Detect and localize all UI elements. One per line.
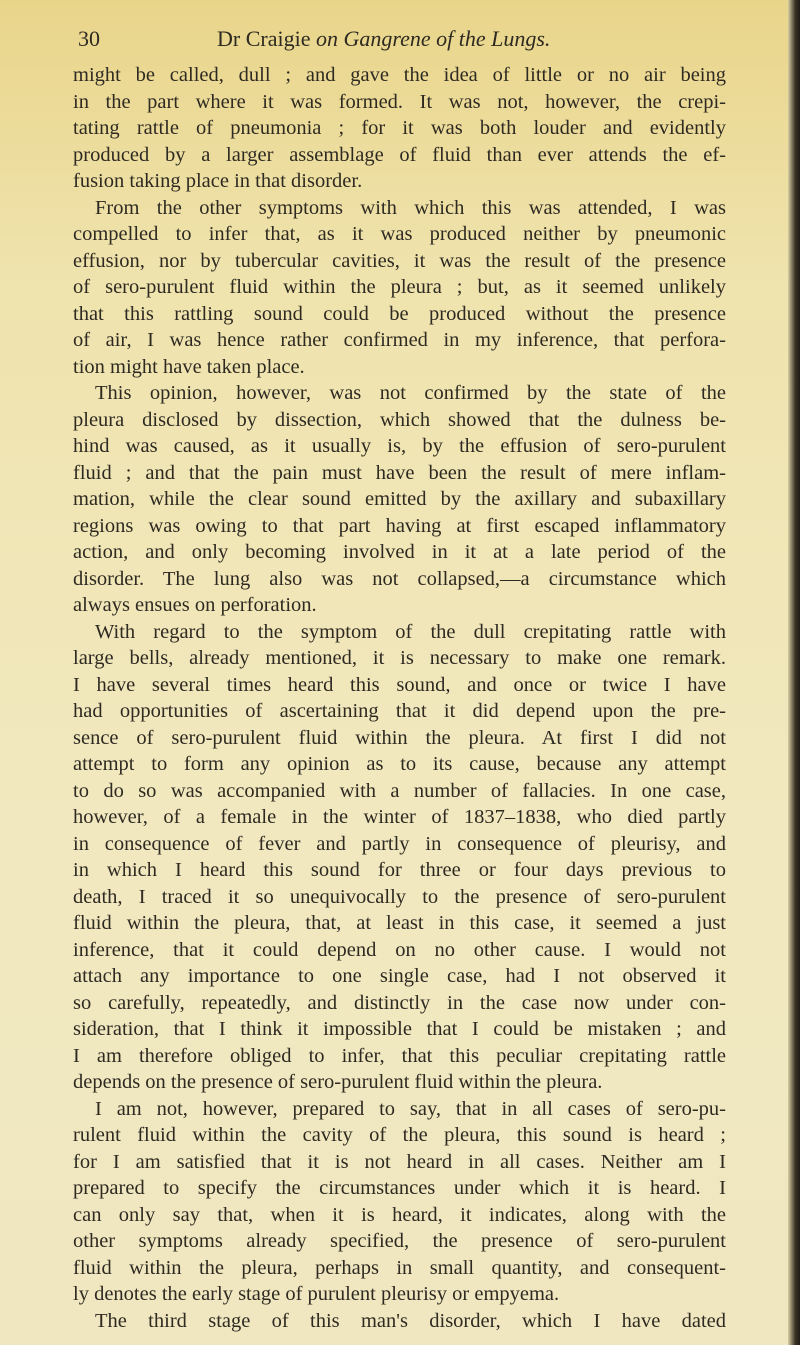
text-line: in consequence of fever and partly in consequence of pleurisy, and [73, 832, 726, 855]
text-line: This opinion, however, was not confirmed by the state of the [95, 382, 726, 404]
text-line: other symptoms already specified, the presence of sero-purulent [73, 1230, 726, 1252]
text-line: fluid ; and that the pain must have been the result of mere inflam- [73, 461, 726, 484]
text-line: I am not, however, prepared to say, that in all cases of sero-pu- [95, 1097, 726, 1120]
running-title-subject: on Gangrene of the Lungs. [315, 26, 551, 51]
text-line: mation, while the clear sound emitted by the axillary and subaxillary [73, 488, 726, 510]
text-line: inference, that it could depend on no other cause. I would not [73, 938, 726, 961]
text-line: I am therefore obliged to infer, that this peculiar crepitating rattle [73, 1044, 726, 1067]
text-line: From the other symptoms with which this was attended, I was [95, 196, 726, 219]
text-line: fluid within the pleura, that, at least in this case, it seemed a just [73, 912, 726, 934]
text-line: attempt to form any opinion as to its cause, because any attempt [73, 753, 726, 775]
text-line: that this rattling sound could be produced without the presence [73, 302, 726, 325]
page-edge-shadow [788, 0, 800, 1345]
text-line: compelled to infer that, as it was produced neither by pneumonic [73, 223, 726, 245]
text-line: of sero-purulent fluid within the pleura ; but, as it seemed unlikely [73, 276, 726, 298]
text-line: prepared to specify the circumstances under which it is heard. I [73, 1177, 726, 1199]
running-title-author: Dr Craigie [217, 26, 311, 51]
running-title [217, 26, 550, 52]
text-line: fluid within the pleura, perhaps in small quantity, and consequent- [73, 1256, 726, 1279]
text-line: in which I heard this sound for three or four days previous to [73, 859, 726, 881]
text-line: of air, I was hence rather confirmed in my inference, that perfora- [73, 329, 726, 351]
text-line: tion might have taken place. [73, 355, 305, 378]
text-line: rulent fluid within the cavity of the pleura, this sound is heard ; [73, 1124, 726, 1146]
text-line: ly denotes the early stage of purulent pleurisy or empyema. [73, 1283, 560, 1305]
running-header [78, 26, 718, 56]
text-line: pleura disclosed by dissection, which showed that the dulness be- [73, 408, 726, 431]
text-line: sence of sero-purulent fluid within the pleura. At first I did not [73, 726, 726, 749]
page-body-text [73, 62, 726, 1334]
page-number: 30 [78, 26, 100, 51]
text-line: had opportunities of ascertaining that it did depend upon the pre- [73, 700, 726, 722]
text-line: can only say that, when it is heard, it indicates, along with the [73, 1203, 726, 1226]
text-line: attach any importance to one single case, had I not observed it [73, 965, 726, 987]
text-line: I have several times heard this sound, and once or twice I have [73, 673, 726, 696]
text-line: hind was caused, as it usually is, by the effusion of sero-purulent [73, 435, 726, 457]
text-line: might be called, dull ; and gave the idea of little or no air being [73, 64, 726, 86]
text-line: death, I traced it so unequivocally to the presence of sero-purulent [73, 885, 726, 908]
text-line: With regard to the symptom of the dull crepitating rattle with [95, 620, 726, 643]
text-line: tating rattle of pneumonia ; for it was both louder and evidently [73, 117, 726, 139]
text-line: sideration, that I think it impossible that I could be mistaken ; and [73, 1018, 726, 1040]
text-line: action, and only becoming involved in it at a late period of the [73, 541, 726, 563]
text-line: fusion taking place in that disorder. [73, 170, 363, 192]
text-line: disorder. The lung also was not collapsed,—a circumstance which [73, 567, 726, 590]
text-line: depends on the presence of sero-purulent fluid within the pleura. [73, 1071, 603, 1093]
text-line: to do so was accompanied with a number of fallacies. In one case, [73, 779, 726, 802]
text-line: large bells, already mentioned, it is necessary to make one remark. [73, 647, 726, 669]
text-line: in the part where it was formed. It was not, however, the crepi- [73, 90, 726, 113]
text-line: however, of a female in the winter of 1837–1838, who died partly [73, 806, 726, 828]
text-line: regions was owing to that part having at first escaped inflammatory [73, 514, 726, 537]
text-line: The third stage of this man's disorder, which I have dated [95, 1309, 726, 1332]
text-line: for I am satisfied that it is not heard in all cases. Neither am I [73, 1150, 726, 1173]
text-line: effusion, nor by tubercular cavities, it was the result of the presence [73, 249, 726, 272]
text-line: always ensues on perforation. [73, 594, 317, 616]
text-line: so carefully, repeatedly, and distinctly in the case now under con- [73, 991, 726, 1014]
text-line: produced by a larger assemblage of fluid than ever attends the ef- [73, 143, 726, 166]
